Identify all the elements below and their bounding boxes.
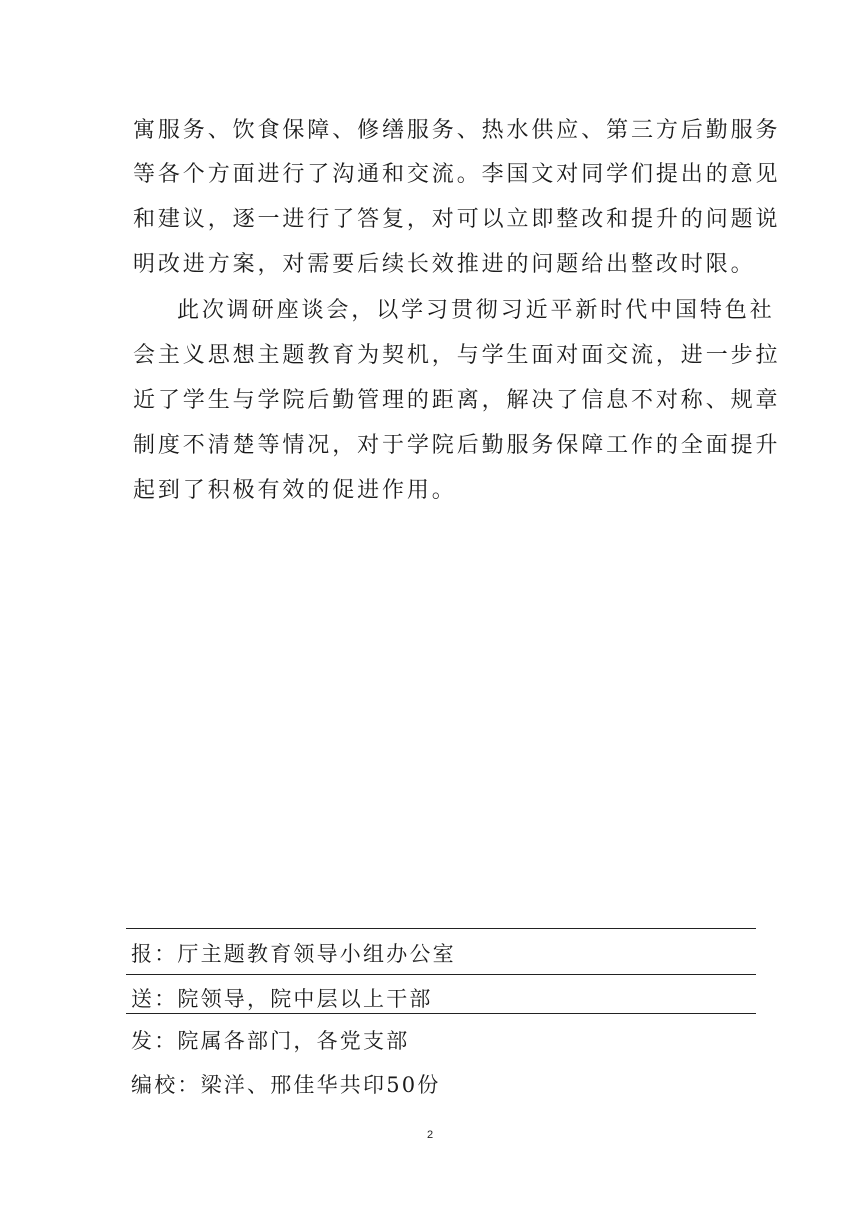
- page-number: 2: [426, 1129, 434, 1141]
- paragraph-1-line-2: 等各个方面进行了沟通和交流。李国文对同学们提出的意见: [133, 162, 781, 187]
- paragraph-2-line-1: 此次调研座谈会，以学习贯彻习近平新时代中国特色社: [177, 298, 775, 323]
- footer-top-rule: [126, 928, 756, 929]
- paragraph-1-line-4: 明改进方案，对需要后续长效推进的问题给出整改时限。: [133, 252, 756, 277]
- footer-divider-1: [126, 974, 756, 975]
- send-to-line: 送：院领导，院中层以上干部: [131, 987, 433, 1011]
- footer-divider-2: [126, 1013, 756, 1014]
- issue-to-line: 发：院属各部门，各党支部: [131, 1029, 410, 1053]
- paragraph-2-line-4: 制度不清楚等情况，对于学院后勤服务保障工作的全面提升: [133, 433, 781, 458]
- paragraph-2-line-3: 近了学生与学院后勤管理的距离，解决了信息不对称、规章: [133, 388, 781, 413]
- report-to-line: 报：厅主题教育领导小组办公室: [131, 942, 456, 966]
- paragraph-2-line-5: 起到了积极有效的促进作用。: [133, 478, 457, 503]
- editors-line: 编校：梁洋、邢佳华共印50份: [131, 1073, 441, 1097]
- paragraph-1-line-3: 和建议，逐一进行了答复，对可以立即整改和提升的问题说: [133, 207, 781, 232]
- paragraph-1-line-1: 寓服务、饮食保障、修缮服务、热水供应、第三方后勤服务: [133, 118, 781, 143]
- paragraph-2-line-2: 会主义思想主题教育为契机，与学生面对面交流，进一步拉: [133, 343, 781, 368]
